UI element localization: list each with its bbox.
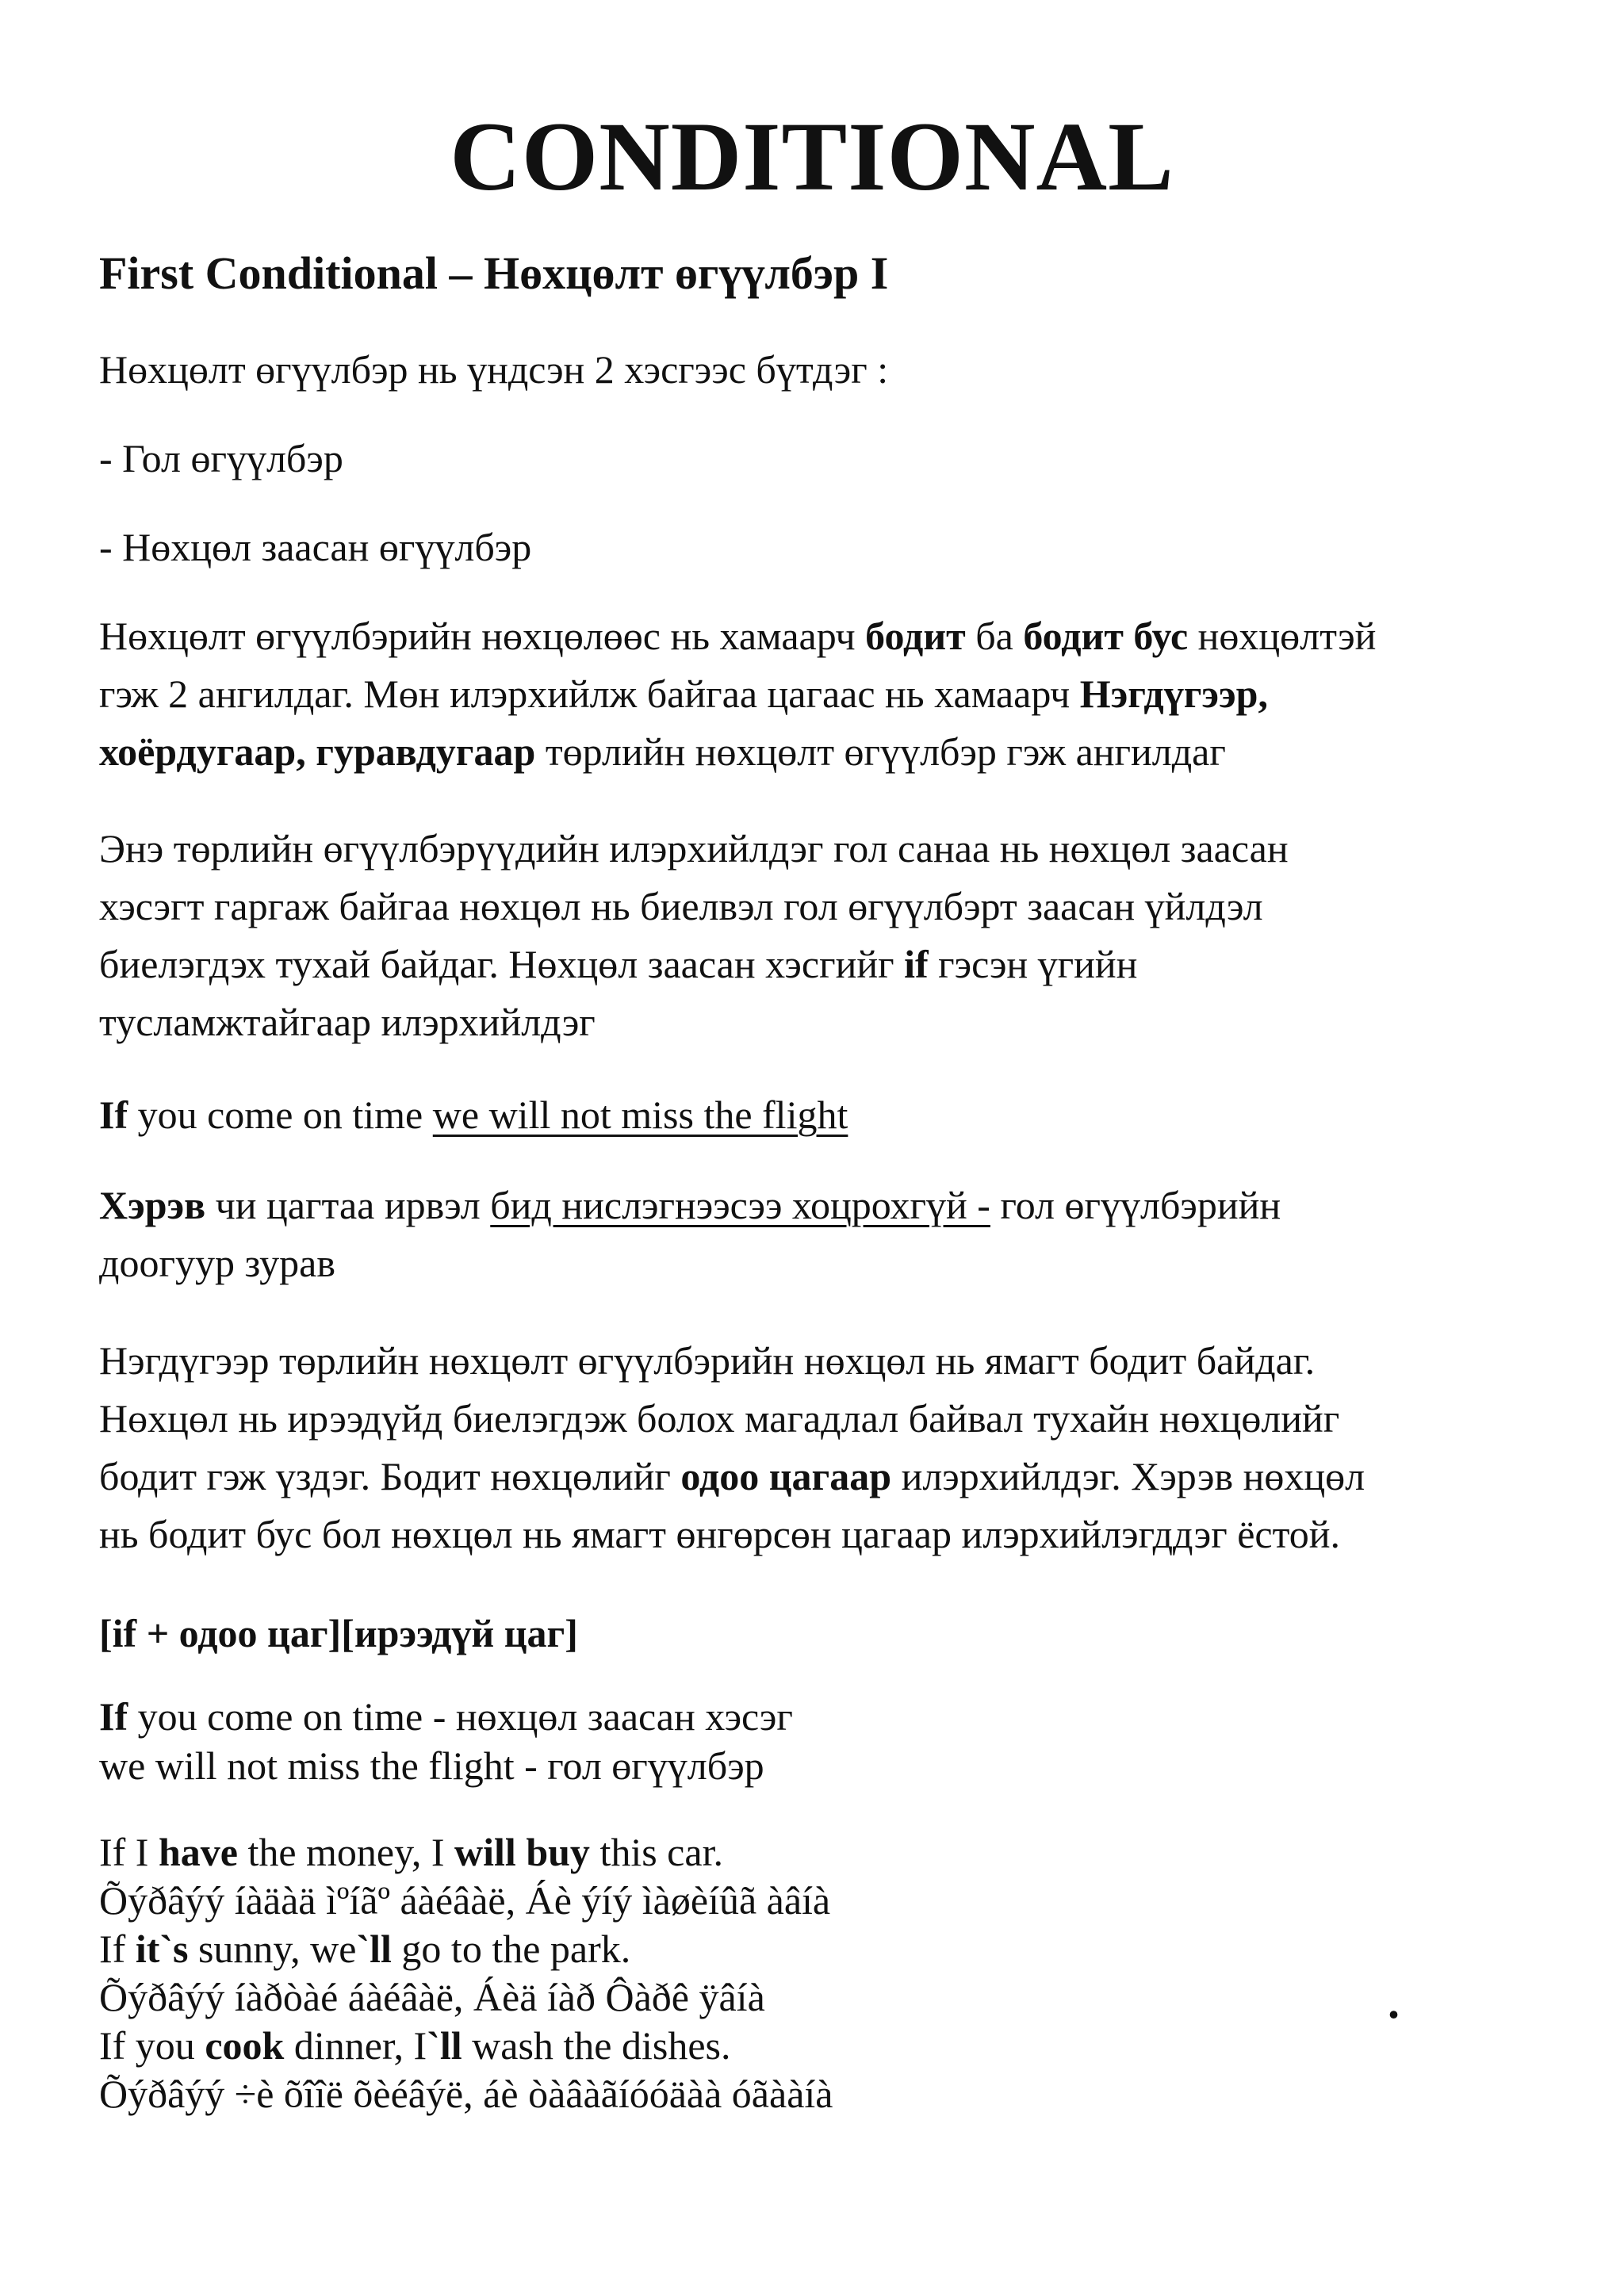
example-1-mongolian: Õýðâýý íàäàä ìºíãº áàéâàë, Áè ýíý ìàøèíûã àâíà: [99, 1878, 831, 1923]
example-mongolian: [99, 1177, 1281, 1292]
clause-part-main: we will not miss the flight - гол өгүүлбэр: [99, 1743, 764, 1788]
real-line-3: бодит гэж үздэг. Бодит нөхцөлийг одоо цагаар илэрхийлдэг. Хэрэв нөхцөл: [99, 1454, 1365, 1498]
page-title: CONDITIONAL: [450, 102, 1174, 211]
example-2-english: If it`s sunny, we`ll go to the park.: [99, 1927, 631, 1971]
list-item-condition-clause: - Нөхцөл заасан өгүүлбэр: [99, 525, 532, 569]
example-mongolian-line-2: доогуур зурав: [99, 1241, 335, 1285]
example-2-mongolian: Õýðâýý íàðòàé áàéâàë, Áèä íàð Ôàðê ÿâíà: [99, 1975, 765, 2019]
meaning-paragraph: [99, 820, 1289, 1051]
types-line-3: хоёрдугаар, гуравдугаар төрлийн нөхцөлт өгүүлбэр гэж ангилдаг: [99, 729, 1226, 774]
meaning-line-1: Энэ төрлийн өгүүлбэрүүдийн илэрхийлдэг гол санаа нь нөхцөл заасан: [99, 826, 1289, 871]
meaning-line-3: биелэгдэх тухай байдаг. Нөхцөл заасан хэсгийг if гэсэн үгийн: [99, 942, 1138, 986]
real-line-1: Нэгдүгээр төрлийн нөхцөлт өгүүлбэрийн нөхцөл нь ямагт бодит байдаг.: [99, 1338, 1316, 1383]
example-mongolian-line-1: Хэрэв чи цагтаа ирвэл бид нислэгнээсээ хоцрохгүй - гол өгүүлбэрийн: [99, 1183, 1281, 1227]
underlined-main-clause-mn: бид нислэгнээсээ хоцрохгүй -: [490, 1183, 990, 1227]
underlined-main-clause: we will not miss the flight: [432, 1093, 848, 1137]
meaning-line-2: хэсэгт гаргаж байгаа нөхцөл нь биелвэл гол өгүүлбэрт заасан үйлдэл: [99, 884, 1263, 928]
example-1-english: If I have the money, I will buy this car.: [99, 1830, 723, 1874]
real-line-4: нь бодит бус бол нөхцөл нь ямагт өнгөрсөн цагаар илэрхийлэгддэг ёстой.: [99, 1512, 1341, 1556]
types-line-1: Нөхцөлт өгүүлбэрийн нөхцөлөөс нь хамаарч бодит ба бодит бус нөхцөлтэй: [99, 614, 1377, 658]
real-condition-paragraph: [99, 1332, 1365, 1563]
example-3-mongolian: Õýðâýý ÷è õîîë õèéâýë, áè òàâàãíóóäàà óãààíà: [99, 2072, 833, 2116]
formula: [if + одоо цаг][ирээдүй цаг]: [99, 1611, 578, 1655]
stray-dot: .: [1388, 1976, 1400, 2028]
real-line-2: Нөхцөл нь ирээдүйд биелэгдэж болох магадлал байвал тухайн нөхцөлийг: [99, 1396, 1340, 1441]
clause-parts: [99, 1692, 793, 1790]
list-item-main-clause: - Гол өгүүлбэр: [99, 436, 343, 480]
intro-paragraph: Нөхцөлт өгүүлбэр нь үндсэн 2 хэсгээс бүтдэг :: [99, 347, 889, 392]
section-heading: First Conditional – Нөхцөлт өгүүлбэр I: [99, 247, 889, 299]
example-english: If you come on time we will not miss the flight: [99, 1093, 848, 1137]
clause-part-condition: If you come on time - нөхцөл заасан хэсэг: [99, 1694, 793, 1739]
types-paragraph: [99, 607, 1376, 781]
meaning-line-4: тусламжтайгаар илэрхийлдэг: [99, 1000, 596, 1044]
example-3-english: If you cook dinner, I`ll wash the dishes.: [99, 2023, 731, 2068]
example-list: [99, 1828, 833, 2118]
types-line-2: гэж 2 ангилдаг. Мөн илэрхийлж байгаа цагаас нь хамаарч Нэгдүгээр,: [99, 672, 1268, 716]
